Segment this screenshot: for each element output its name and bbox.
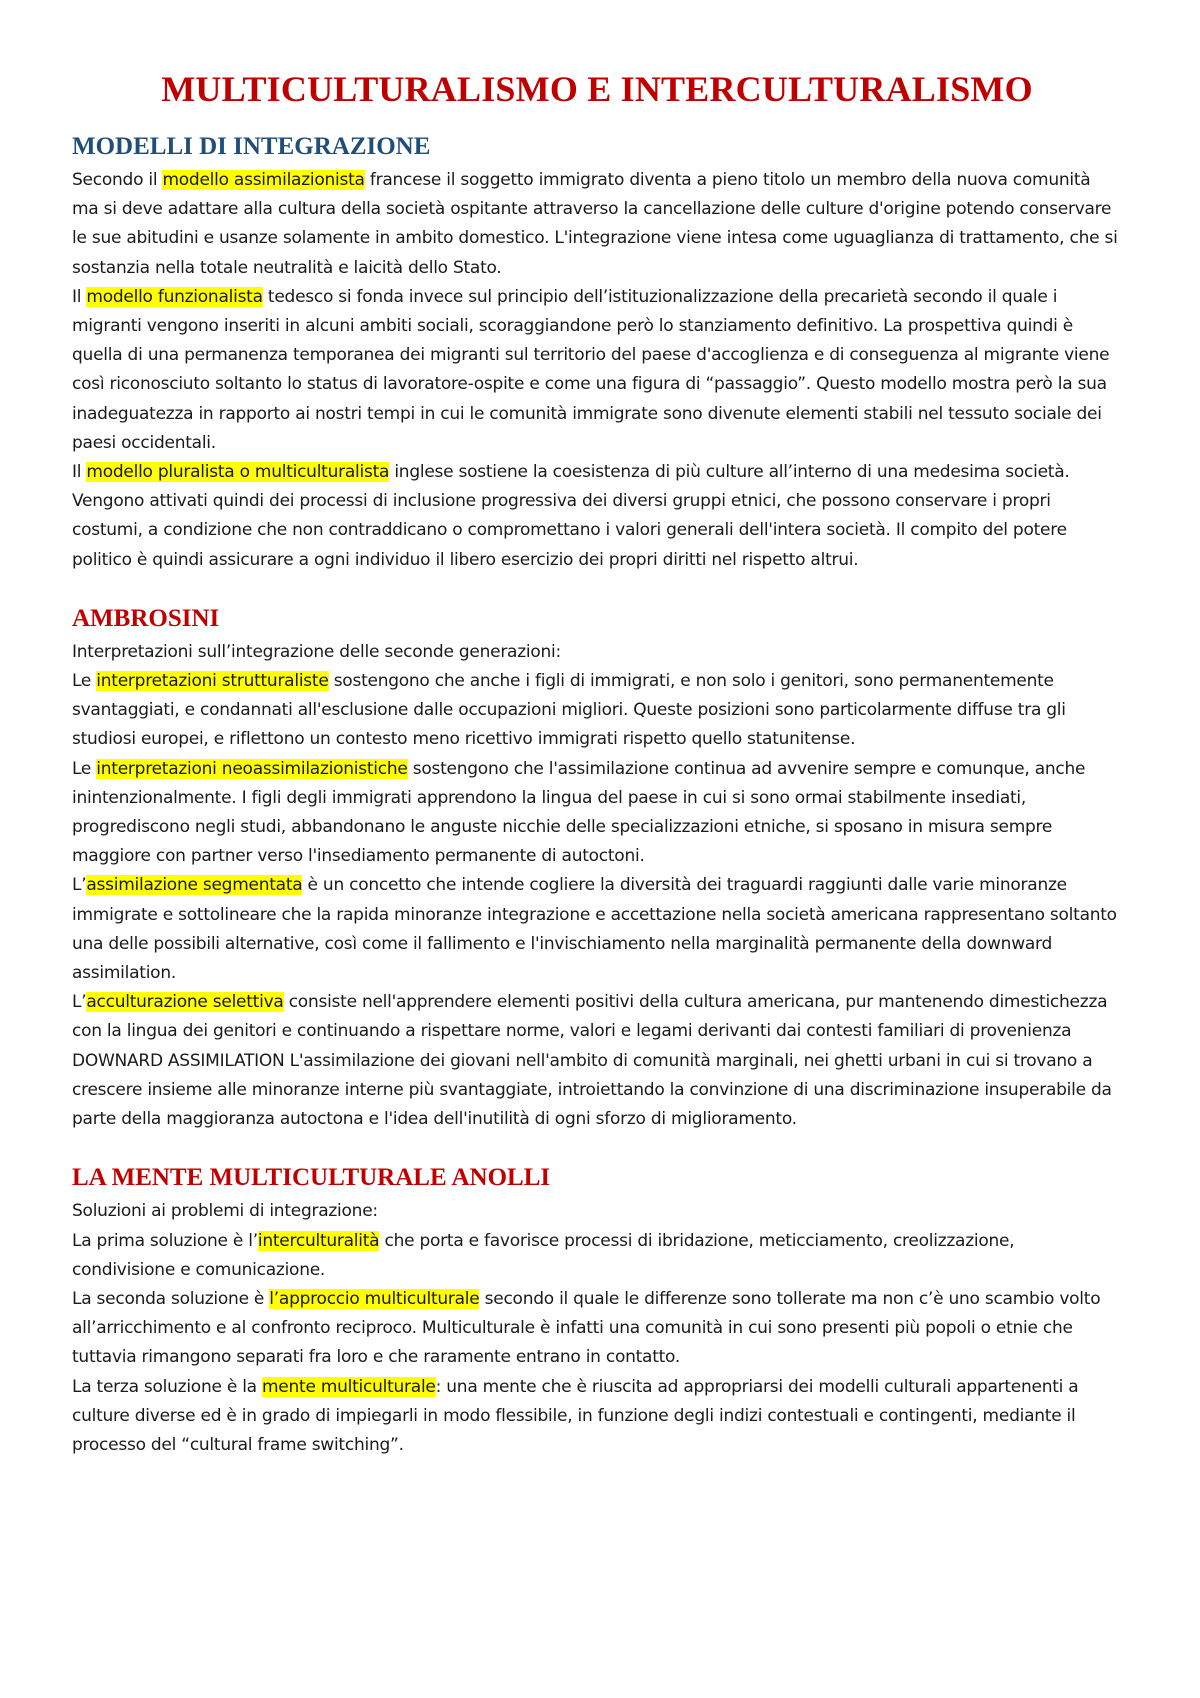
paragraph-text: Il bbox=[72, 286, 87, 307]
paragraph-text: Secondo il bbox=[72, 170, 163, 190]
paragraph-text: DOWNARD ASSIMILATION L'assimilazione dei giovani nell'ambito di comunità marginali, nei ghetti urbani in cui si trovano a crescere insieme alle minoranze interne più svantaggiate, introiettando la convinzione di una discriminazione insuperabile da parte della maggioranza autoctona e l'idea dell'inutilità di ogni sforzo di miglioramento. bbox=[72, 1050, 1112, 1130]
paragraph bbox=[72, 1373, 1122, 1461]
paragraph-text: La prima soluzione è l’ bbox=[72, 1230, 258, 1251]
highlighted-term: interpretazioni strutturaliste bbox=[96, 671, 329, 692]
paragraph-text: La seconda soluzione è bbox=[72, 1288, 270, 1309]
highlighted-term: acculturazione selettiva bbox=[86, 992, 284, 1013]
paragraph bbox=[72, 166, 1122, 283]
paragraph bbox=[72, 1197, 1122, 1226]
paragraph-text: La terza soluzione è la bbox=[72, 1376, 262, 1397]
paragraph bbox=[72, 1227, 1122, 1285]
paragraph-text: consiste nell'apprendere elementi positivi della cultura americana, pur mantenendo dimestichezza con la lingua dei genitori e continuando a rispettare norme, valori e legami derivanti dai contesti familiari di provenienza bbox=[72, 992, 1108, 1042]
paragraph-text: sostengono che l'assimilazione continua ad avvenire sempre e comunque, anche inintenzionalmente. I figli degli immigrati apprendono la lingua del paese in cui si sono ormai stabilmente insediati, progrediscono negli studi, abbandonano le anguste nicchie delle specializzazioni etniche, si sposano in misura sempre maggiore con partner verso l'insediamento permanente di autoctoni. bbox=[72, 758, 1086, 867]
paragraph-text: Interpretazioni sull’integrazione delle seconde generazioni: bbox=[72, 641, 561, 662]
paragraph bbox=[72, 283, 1122, 458]
paragraph bbox=[72, 871, 1122, 988]
paragraph bbox=[72, 755, 1122, 872]
paragraph-text: inglese sostiene la coesistenza di più culture all’interno di una medesima società. Vengono attivati quindi dei processi di inclusione progressiva dei diversi gruppi etnici, che possono conservare i propri costumi, a condizione che non contraddicano o compromettano i valori generali dell'intera società. Il compito del potere politico è quindi assicurare a ogni individuo il libero esercizio dei propri diritti nel rispetto altrui. bbox=[72, 462, 1070, 570]
section-spacer bbox=[72, 1134, 1122, 1163]
highlighted-term: modello pluralista o multiculturalista bbox=[86, 462, 390, 483]
highlighted-term: modello funzionalista bbox=[86, 286, 263, 307]
paragraph bbox=[72, 988, 1122, 1046]
highlighted-term: interculturalità bbox=[257, 1230, 380, 1251]
paragraph-text: secondo il quale le differenze sono tollerate ma non c’è uno scambio volto all’arricchimento e al confronto reciproco. Multiculturale è infatti una comunità in cui sono presenti più popoli o etnie che tuttavia rimangono separati fra loro e che raramente entrano in contatto. bbox=[72, 1288, 1101, 1368]
paragraph-text: tedesco si fonda invece sul principio dell’istituzionalizzazione della precarietà secondo il quale i migranti vengono inseriti in alcuni ambiti sociali, scoraggiandone però lo stanziamento definitivo. La prospettiva quindi è quella di una permanenza temporanea dei migranti sul territorio del paese d'accoglienza e di conseguenza al migrante viene così riconosciuto soltanto lo status di lavoratore-ospite e come una figura di “passaggio”. Questo modello mostra però la sua inadeguatezza in rapporto ai nostri tempi in cui le comunità immigrate sono divenute elementi stabili nel tessuto sociale dei paesi occidentali. bbox=[72, 286, 1110, 453]
paragraph-text: L’ bbox=[72, 992, 87, 1013]
paragraph bbox=[72, 638, 1122, 667]
paragraph-text: Le bbox=[72, 758, 97, 779]
section-spacer bbox=[72, 575, 1122, 604]
paragraph-text: Il bbox=[72, 462, 87, 483]
section-heading-mente-multiculturale: LA MENTE MULTICULTURALE ANOLLI bbox=[72, 1164, 551, 1192]
highlighted-term: l’approccio multiculturale bbox=[269, 1288, 480, 1309]
paragraph-text: francese il soggetto immigrato diventa a pieno titolo un membro della nuova comunità ma si deve adattare alla cultura della società ospitante attraverso la cancellazione delle culture d'origine potendo conservare le sue abitudini e usanze solamente in ambito domestico. L'integrazione viene intesa come uguaglianza di trattamento, che si sostanzia nella totale neutralità e laicità dello Stato. bbox=[72, 170, 1118, 278]
paragraph bbox=[72, 667, 1122, 755]
document-title: MULTICULTURALISMO E INTERCULTURALISMO bbox=[161, 69, 1033, 109]
paragraph bbox=[72, 1047, 1122, 1135]
paragraph bbox=[72, 458, 1122, 575]
paragraph-text: Le bbox=[72, 671, 97, 692]
highlighted-term: mente multiculturale bbox=[262, 1376, 436, 1397]
section-heading-ambrosini: AMBROSINI bbox=[72, 604, 220, 632]
paragraph-text: sostengono che anche i figli di immigrati, e non solo i genitori, sono permanentemente svantaggiati, e condannati all'esclusione dalle occupazioni migliori. Queste posizioni sono particolarmente diffuse tra gli studiosi europei, e riflettono un contesto meno ricettivo immigrati rispetto quello statunitense. bbox=[72, 671, 1066, 750]
section-heading-modelli: MODELLI DI INTEGRAZIONE bbox=[72, 133, 431, 160]
paragraph-text: Soluzioni ai problemi di integrazione: bbox=[72, 1201, 378, 1222]
highlighted-term: assimilazione segmentata bbox=[86, 875, 303, 896]
paragraph-text: è un concetto che intende cogliere la diversità dei traguardi raggiunti dalle varie minoranze immigrate e sottolineare che la rapida minoranze integrazione e accettazione nella società americana rappresentano soltanto una delle possibili alternative, così come il fallimento e l'invischiamento nella marginalità permanente della downward assimilation. bbox=[72, 875, 1117, 984]
paragraph-text: che porta e favorisce processi di ibridazione, meticciamento, creolizzazione, condivisione e comunicazione. bbox=[72, 1230, 1015, 1280]
highlighted-term: modello assimilazionista bbox=[162, 170, 365, 190]
paragraph-text: L’ bbox=[72, 875, 87, 896]
highlighted-term: interpretazioni neoassimilazionistiche bbox=[96, 758, 408, 779]
paragraph bbox=[72, 1285, 1122, 1373]
paragraph-text: : una mente che è riuscita ad appropriarsi dei modelli culturali appartenenti a culture diverse ed è in grado di impiegarli in modo flessibile, in funzione degli indizi contestuali e contingenti, mediante il processo del “cultural frame switching”. bbox=[72, 1376, 1079, 1455]
